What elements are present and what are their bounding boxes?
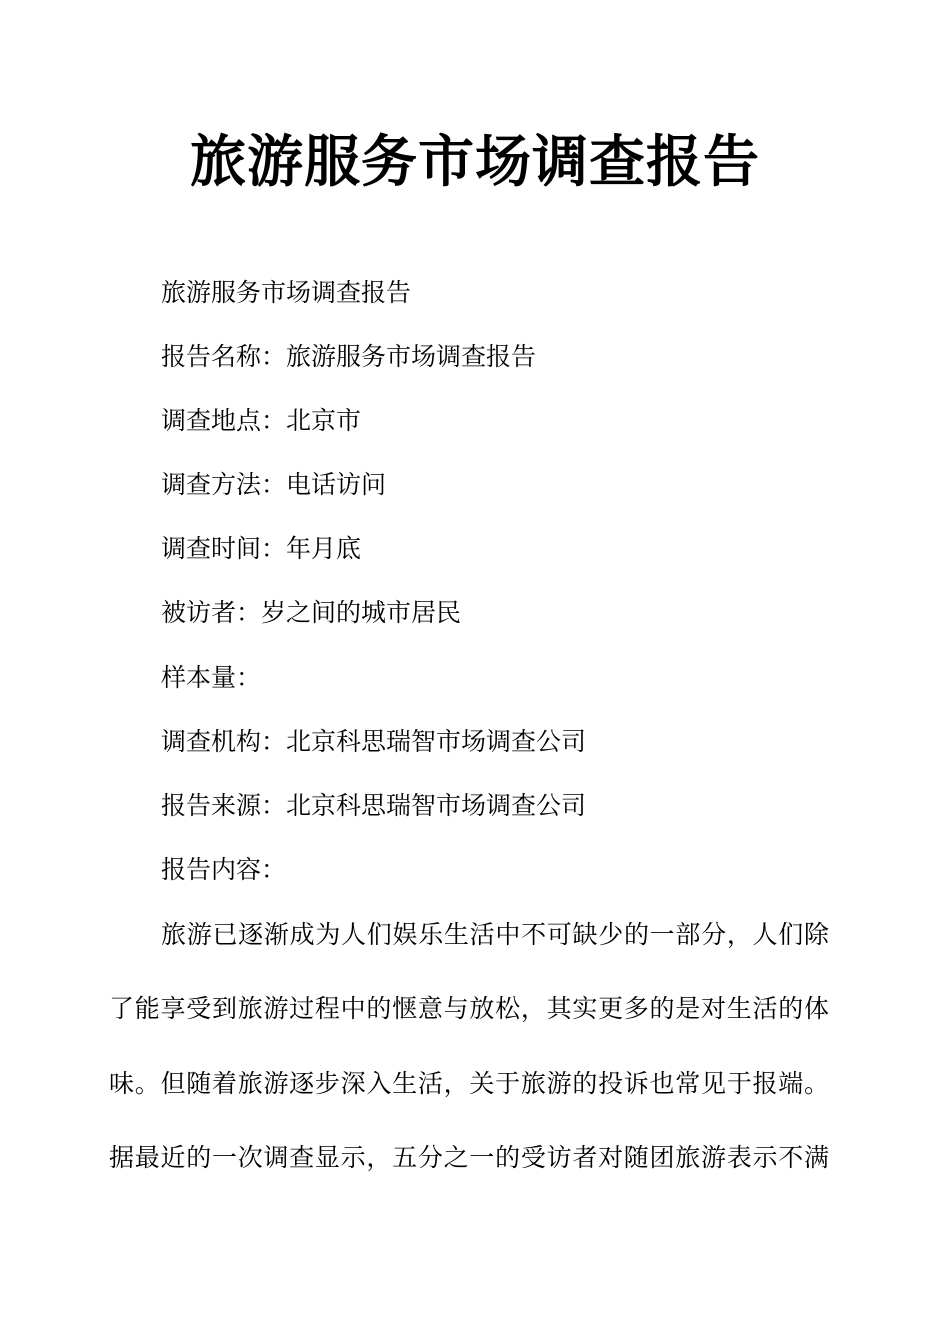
paragraph-line: 了能享受到旅游过程中的惬意与放松，其实更多的是对生活的体 <box>109 994 829 1023</box>
meta-line-content-label: 报告内容： <box>161 855 287 884</box>
meta-line-source: 报告来源：北京科思瑞智市场调查公司 <box>161 791 587 820</box>
meta-line-report-name: 报告名称：旅游服务市场调查报告 <box>161 342 537 371</box>
meta-line-subtitle: 旅游服务市场调查报告 <box>161 278 412 307</box>
paragraph-line: 据最近的一次调查显示，五分之一的受访者对随团旅游表示不满 <box>109 1143 829 1172</box>
meta-line-respondents: 被访者：岁之间的城市居民 <box>161 598 462 627</box>
meta-line-sample-size: 样本量： <box>161 663 262 692</box>
meta-line-institution: 调查机构：北京科思瑞智市场调查公司 <box>161 727 587 756</box>
paragraph-line: 味。但随着旅游逐步深入生活，关于旅游的投诉也常见于报端。 <box>109 1069 829 1098</box>
meta-line-method: 调查方法：电话访问 <box>161 470 387 499</box>
meta-line-location: 调查地点：北京市 <box>161 406 362 435</box>
meta-line-time: 调查时间：年月底 <box>161 534 362 563</box>
paragraph-line: 旅游已逐渐成为人们娱乐生活中不可缺少的一部分，人们除 <box>161 920 829 949</box>
document-title: 旅游服务市场调查报告 <box>190 130 760 195</box>
